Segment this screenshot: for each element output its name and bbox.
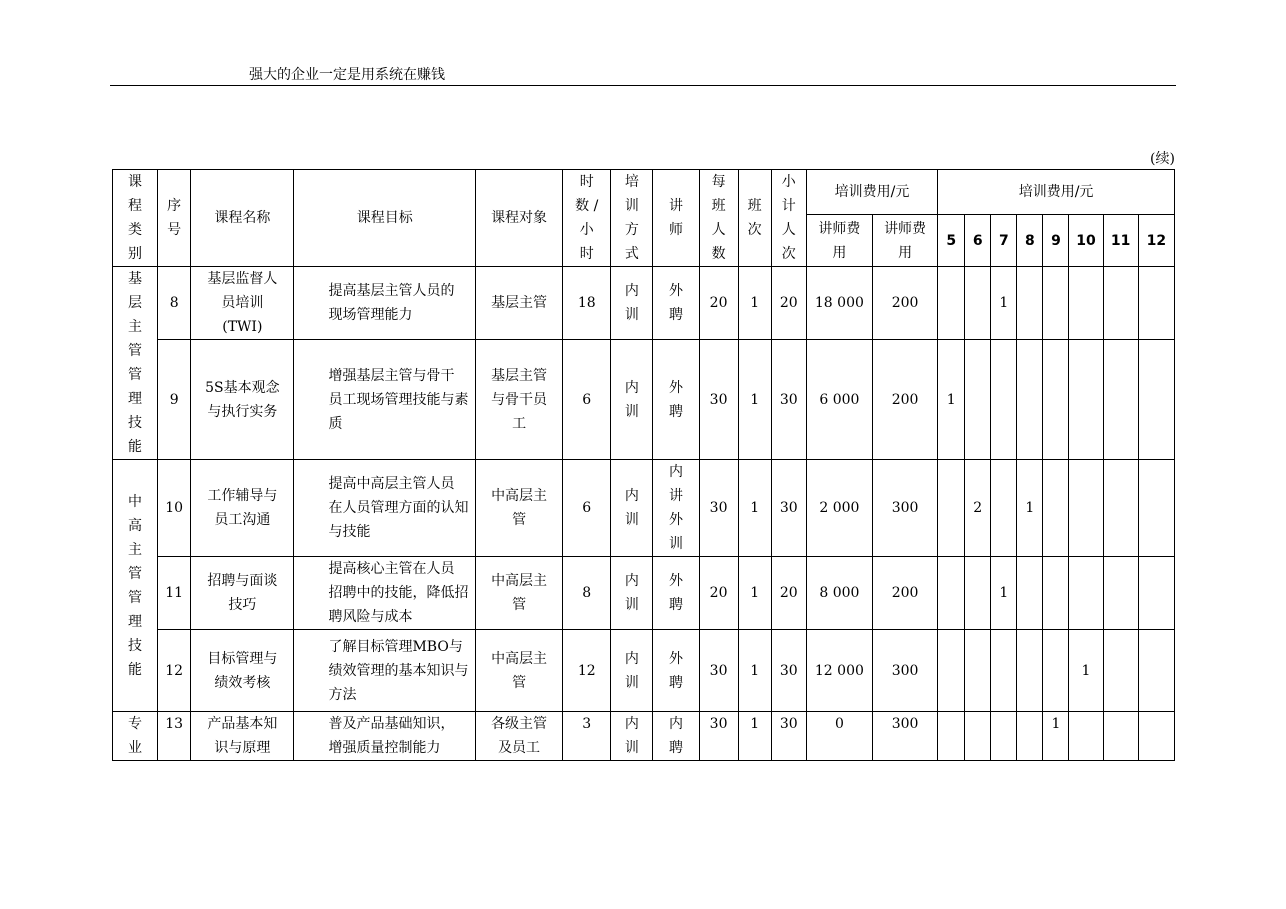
training-plan-table (112, 169, 1175, 761)
seq-cell: 10 (158, 460, 191, 557)
text-line: 外 (668, 512, 683, 528)
text-line: 聘 (668, 740, 683, 756)
category-cell (113, 460, 158, 712)
header-month-8: 8 (1017, 215, 1043, 267)
category-cell (113, 267, 158, 460)
text-line: 聘风险与成本 (328, 609, 413, 625)
text-line: 工作辅导与 (207, 488, 278, 504)
text-line: 理 (128, 391, 143, 407)
text-line: 与技能 (328, 524, 371, 540)
text-line: 小 (579, 222, 594, 238)
lecturer-fee-2-cell: 200 (872, 267, 937, 340)
header-month-6: 6 (965, 215, 991, 267)
course-target-cell (475, 712, 562, 761)
course-name-cell (191, 630, 294, 712)
course-target-cell (475, 460, 562, 557)
month-cell-10 (1069, 557, 1103, 630)
text-line: 业 (128, 740, 143, 756)
month-cell-7 (991, 712, 1017, 761)
month-cell-7 (991, 460, 1017, 557)
seq-cell: 9 (158, 340, 191, 460)
text-line: 管 (128, 565, 143, 582)
course-goal-cell (294, 712, 475, 761)
text-line: 工 (512, 415, 527, 432)
text-line: 绩效考核 (214, 674, 271, 691)
text-line: 训 (624, 198, 639, 214)
month-cell-9 (1043, 340, 1069, 460)
month-cell-12 (1138, 460, 1174, 557)
text-line: 培 (624, 174, 639, 190)
text-line: 讲师费 (818, 220, 861, 237)
month-cell-8 (1017, 712, 1043, 761)
text-line: 内 (624, 716, 639, 732)
text-line: 内 (624, 573, 639, 589)
text-line: 类 (128, 222, 143, 238)
seq-cell: 11 (158, 557, 191, 630)
text-line: 方法 (328, 686, 357, 703)
text-line: 聘 (668, 597, 683, 613)
text-line: 普及产品基础知识， (328, 716, 455, 732)
lecturer-fee-cell: 2 000 (806, 460, 872, 557)
text-line: 与骨干员 (491, 391, 548, 408)
text-line: 课 (128, 174, 143, 190)
course-goal-cell (294, 630, 475, 712)
month-cell-5 (938, 557, 965, 630)
table-row (113, 460, 1175, 557)
lecturer-cell (653, 267, 699, 340)
method-cell (611, 557, 653, 630)
header-per-class (699, 170, 738, 267)
text-line: 管 (128, 367, 143, 383)
month-cell-10: 1 (1069, 630, 1103, 712)
header-month-12: 12 (1138, 215, 1174, 267)
text-line: 训 (624, 403, 639, 420)
lecturer-fee-cell: 6 000 (806, 340, 872, 460)
text-line: 5S基本观念 (205, 379, 280, 396)
header-category (113, 170, 158, 267)
text-line: 时 (579, 246, 594, 262)
text-line: 人 (781, 222, 796, 238)
text-line: 管 (512, 597, 527, 613)
course-goal-cell (294, 267, 475, 340)
lecturer-fee-cell: 0 (806, 712, 872, 761)
text-line: 次 (781, 246, 796, 262)
month-cell-10 (1069, 712, 1103, 761)
subtotal-cell: 30 (771, 340, 806, 460)
sessions-cell: 1 (738, 557, 771, 630)
text-line: 训 (624, 307, 639, 323)
lecturer-fee-cell: 12 000 (806, 630, 872, 712)
text-line: 外 (668, 283, 683, 299)
text-line: 班 (747, 198, 762, 214)
header-method (611, 170, 653, 267)
text-line: 专 (128, 716, 143, 732)
month-cell-5 (938, 630, 965, 712)
table-row (113, 557, 1175, 630)
month-cell-9 (1043, 267, 1069, 340)
text-line: 质 (328, 415, 343, 432)
method-cell (611, 267, 653, 340)
text-line: 小 (781, 174, 796, 190)
text-line: 及员工 (498, 740, 541, 756)
text-line: 中高层主 (491, 650, 548, 667)
month-cell-11 (1103, 712, 1138, 761)
header-hours (563, 170, 611, 267)
header-month-10: 10 (1069, 215, 1103, 267)
subtotal-cell: 30 (771, 630, 806, 712)
text-line: 管 (512, 674, 527, 691)
text-line: 现场管理能力 (328, 307, 413, 323)
month-cell-7: 1 (991, 267, 1017, 340)
lecturer-fee-cell: 8 000 (806, 557, 872, 630)
text-line: 外 (668, 650, 683, 667)
text-line: 内 (624, 488, 639, 504)
seq-cell: 13 (158, 712, 191, 761)
text-line: 训 (624, 674, 639, 691)
month-cell-6 (965, 340, 991, 460)
course-name-cell (191, 340, 294, 460)
lecturer-fee-2-cell: 300 (872, 630, 937, 712)
hours-cell: 8 (563, 557, 611, 630)
header-subtotal (771, 170, 806, 267)
text-line: 高 (128, 517, 143, 534)
seq-cell: 8 (158, 267, 191, 340)
text-line: 管 (128, 589, 143, 606)
text-line: 员培训 (221, 295, 264, 311)
subtotal-cell: 20 (771, 557, 806, 630)
header-month-11: 11 (1103, 215, 1138, 267)
course-name-cell (191, 557, 294, 630)
continued-note: (续) (1150, 151, 1175, 167)
lecturer-fee-2-cell: 300 (872, 460, 937, 557)
method-cell (611, 630, 653, 712)
text-line: 内 (668, 464, 683, 480)
month-cell-11 (1103, 340, 1138, 460)
month-cell-8 (1017, 630, 1043, 712)
text-line: 增强基层主管与骨干 (328, 367, 455, 384)
month-cell-6: 2 (965, 460, 991, 557)
text-line: 数 (711, 246, 726, 262)
page-header-title: 强大的企业一定是用系统在赚钱 (249, 67, 445, 83)
lecturer-cell (653, 630, 699, 712)
text-line: 聘 (668, 403, 683, 420)
text-line: 各级主管 (491, 716, 548, 732)
text-line: 识与原理 (214, 740, 271, 756)
text-line: 员工沟通 (214, 512, 271, 528)
per-class-cell: 20 (699, 267, 738, 340)
lecturer-fee-2-cell: 200 (872, 340, 937, 460)
text-line: 内 (668, 716, 683, 732)
text-line: 别 (128, 246, 143, 262)
hours-cell: 3 (563, 712, 611, 761)
month-cell-10 (1069, 267, 1103, 340)
text-line: 讲 (668, 488, 683, 504)
text-line: 中 (128, 493, 143, 510)
sessions-cell: 1 (738, 267, 771, 340)
text-line: 次 (747, 222, 762, 238)
text-line: 招聘中的技能，降低招 (328, 585, 469, 601)
course-target-cell (475, 630, 562, 712)
text-line: 中高层主 (491, 488, 548, 504)
text-line: 聘 (668, 674, 683, 691)
month-cell-10 (1069, 460, 1103, 557)
hours-cell: 18 (563, 267, 611, 340)
subtotal-cell: 20 (771, 267, 806, 340)
month-cell-10 (1069, 340, 1103, 460)
text-line: 外 (668, 573, 683, 589)
course-name-cell (191, 712, 294, 761)
month-cell-9 (1043, 630, 1069, 712)
month-cell-8 (1017, 557, 1043, 630)
hours-cell: 6 (563, 460, 611, 557)
text-line: 号 (167, 222, 182, 238)
month-cell-7 (991, 340, 1017, 460)
text-line: 能 (128, 661, 143, 678)
lecturer-cell (653, 460, 699, 557)
text-line: 中高层主 (491, 573, 548, 589)
header-row-1 (113, 170, 1175, 215)
table-row (113, 340, 1175, 460)
text-line: 训 (668, 536, 683, 552)
text-line: 讲 (668, 198, 683, 214)
sessions-cell: 1 (738, 712, 771, 761)
month-cell-11 (1103, 557, 1138, 630)
month-cell-12 (1138, 340, 1174, 460)
course-goal-cell (294, 460, 475, 557)
text-line: 用 (898, 244, 913, 261)
text-line: 基 (128, 271, 143, 287)
text-line: 班 (711, 198, 726, 214)
seq-cell: 12 (158, 630, 191, 712)
text-line: 绩效管理的基本知识与 (328, 662, 469, 679)
text-line: 主 (128, 319, 143, 335)
text-line: 程 (128, 198, 143, 214)
lecturer-cell (653, 340, 699, 460)
month-cell-6 (965, 712, 991, 761)
text-line: 理 (128, 613, 143, 630)
text-line: 目标管理与 (207, 650, 278, 667)
method-cell (611, 712, 653, 761)
text-line: 在人员管理方面的认知 (328, 500, 469, 516)
course-target-cell (475, 557, 562, 630)
text-line: 讲师费 (884, 220, 927, 237)
month-cell-5 (938, 712, 965, 761)
text-line: 招聘与面谈 (207, 573, 278, 589)
text-line: 了解目标管理MBO与 (328, 638, 463, 655)
category-cell (113, 712, 158, 761)
month-cell-8: 1 (1017, 460, 1043, 557)
subtotal-cell: 30 (771, 712, 806, 761)
header-lecturer (653, 170, 699, 267)
month-cell-5: 1 (938, 340, 965, 460)
text-line: 训 (624, 512, 639, 528)
text-line: 数 / (575, 198, 599, 214)
text-line: 训 (624, 740, 639, 756)
text-line: 提高中高层主管人员 (328, 476, 455, 492)
text-line: 训 (624, 597, 639, 613)
per-class-cell: 30 (699, 460, 738, 557)
per-class-cell: 30 (699, 340, 738, 460)
month-cell-7 (991, 630, 1017, 712)
header-month-7: 7 (991, 215, 1017, 267)
sessions-cell: 1 (738, 460, 771, 557)
sessions-cell: 1 (738, 340, 771, 460)
text-line: 能 (128, 439, 143, 455)
month-cell-5 (938, 460, 965, 557)
text-line: 内 (624, 379, 639, 396)
header-course-name: 课程名称 (191, 170, 294, 267)
sessions-cell: 1 (738, 630, 771, 712)
text-line: 方 (624, 222, 639, 238)
month-cell-11 (1103, 630, 1138, 712)
header-sessions (738, 170, 771, 267)
lecturer-cell (653, 712, 699, 761)
month-cell-6 (965, 267, 991, 340)
text-line: 聘 (668, 307, 683, 323)
header-seq (158, 170, 191, 267)
lecturer-fee-2-cell: 200 (872, 557, 937, 630)
course-target-cell (475, 267, 562, 340)
month-cell-5 (938, 267, 965, 340)
header-month-9: 9 (1043, 215, 1069, 267)
month-cell-8 (1017, 340, 1043, 460)
hours-cell: 12 (563, 630, 611, 712)
month-cell-6 (965, 630, 991, 712)
text-line: 计 (781, 198, 796, 214)
text-line: (TWI) (222, 319, 263, 335)
month-cell-11 (1103, 460, 1138, 557)
table-row (113, 267, 1175, 340)
text-line: 人 (711, 222, 726, 238)
text-line: 提高核心主管在人员 (328, 561, 455, 577)
month-cell-12 (1138, 557, 1174, 630)
header-lecturer-fee-2 (872, 215, 937, 267)
text-line: 用 (832, 244, 847, 261)
text-line: 基层主管 (491, 295, 548, 311)
month-cell-11 (1103, 267, 1138, 340)
text-line: 与执行实务 (207, 403, 278, 420)
subtotal-cell: 30 (771, 460, 806, 557)
header-month-5: 5 (938, 215, 965, 267)
text-line: 基层主管 (491, 367, 548, 384)
per-class-cell: 30 (699, 712, 738, 761)
month-cell-9 (1043, 460, 1069, 557)
month-cell-6 (965, 557, 991, 630)
text-line: 时 (579, 174, 594, 190)
month-cell-12 (1138, 630, 1174, 712)
text-line: 师 (668, 222, 683, 238)
text-line: 式 (624, 246, 639, 262)
month-cell-12 (1138, 267, 1174, 340)
text-line: 外 (668, 379, 683, 396)
course-goal-cell (294, 557, 475, 630)
per-class-cell: 30 (699, 630, 738, 712)
text-line: 产品基本知 (207, 716, 278, 732)
text-line: 主 (128, 541, 143, 558)
text-line: 内 (624, 283, 639, 299)
method-cell (611, 460, 653, 557)
header-course-target: 课程对象 (475, 170, 562, 267)
course-goal-cell (294, 340, 475, 460)
table-row (113, 712, 1175, 761)
lecturer-cell (653, 557, 699, 630)
per-class-cell: 20 (699, 557, 738, 630)
month-cell-8 (1017, 267, 1043, 340)
text-line: 技巧 (228, 597, 257, 613)
text-line: 增强质量控制能力 (328, 740, 441, 756)
text-line: 内 (624, 650, 639, 667)
text-line: 基层监督人 (207, 271, 278, 287)
text-line: 员工现场管理技能与素 (328, 391, 469, 408)
text-line: 技 (128, 415, 143, 431)
header-course-goal: 课程目标 (294, 170, 475, 267)
text-line: 管 (128, 343, 143, 359)
text-line: 管 (512, 512, 527, 528)
month-cell-9 (1043, 557, 1069, 630)
text-line: 技 (128, 637, 143, 654)
month-cell-7: 1 (991, 557, 1017, 630)
header-lecturer-fee-1 (806, 215, 872, 267)
course-target-cell (475, 340, 562, 460)
month-cell-12 (1138, 712, 1174, 761)
text-line: 提高基层主管人员的 (328, 283, 455, 299)
month-cell-9: 1 (1043, 712, 1069, 761)
course-name-cell (191, 267, 294, 340)
course-name-cell (191, 460, 294, 557)
lecturer-fee-2-cell: 300 (872, 712, 937, 761)
text-line: 每 (711, 174, 726, 190)
header-month-group: 培训费用/元 (938, 170, 1175, 215)
table-row (113, 630, 1175, 712)
hours-cell: 6 (563, 340, 611, 460)
text-line: 序 (167, 198, 182, 214)
header-divider (110, 85, 1176, 86)
text-line: 层 (128, 295, 143, 311)
lecturer-fee-cell: 18 000 (806, 267, 872, 340)
header-fee-group: 培训费用/元 (806, 170, 937, 215)
method-cell (611, 340, 653, 460)
